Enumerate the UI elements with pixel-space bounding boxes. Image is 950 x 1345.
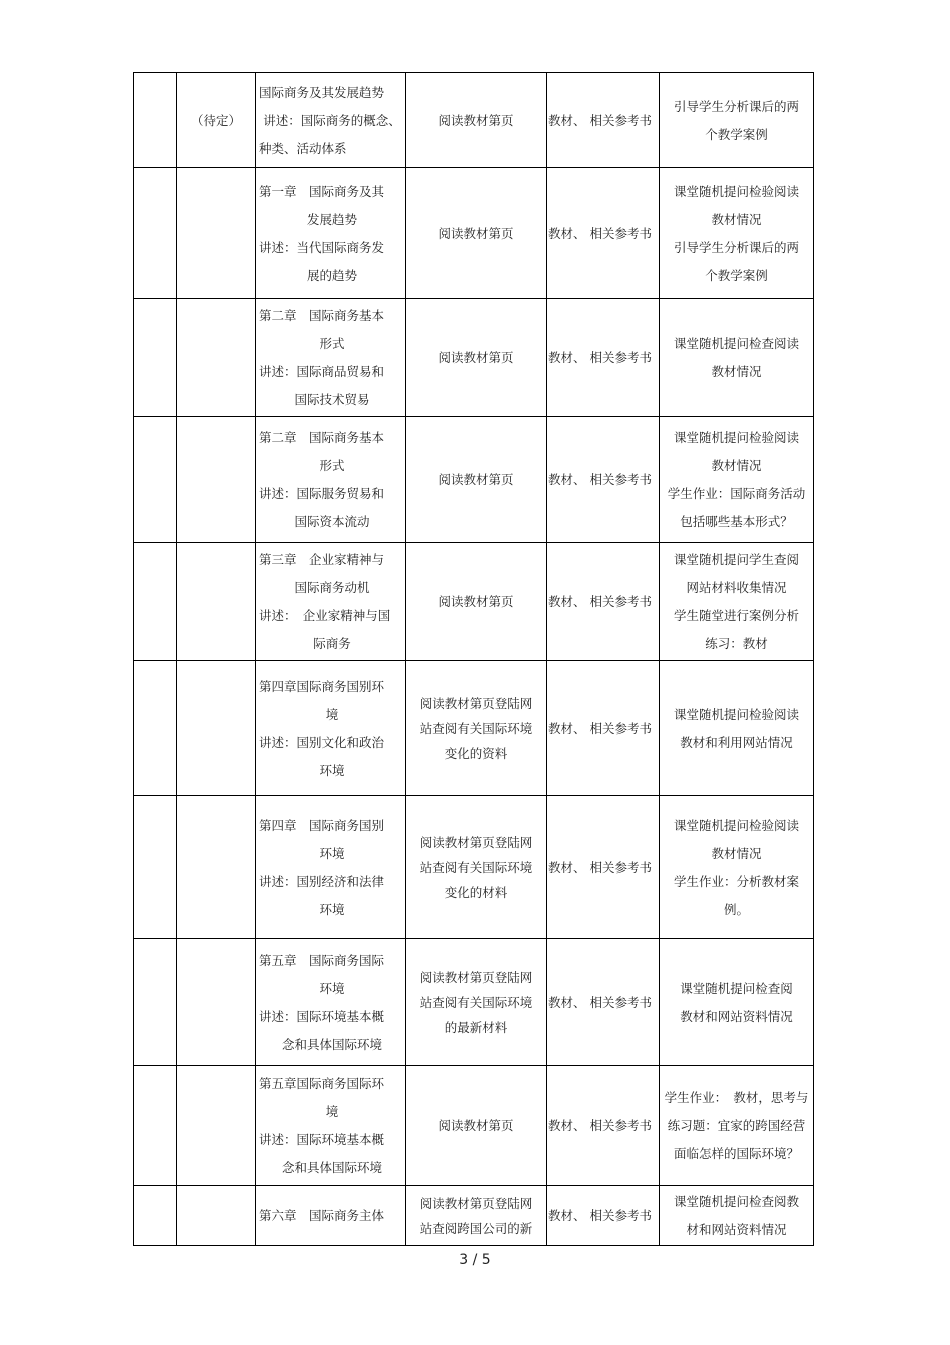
topic-line: 环境 bbox=[319, 901, 345, 917]
topic-line: 环境 bbox=[319, 845, 345, 861]
reading-line: 站查阅有关国际环境 bbox=[419, 720, 533, 736]
check-line: 教材和利用网站情况 bbox=[680, 734, 793, 750]
blank-cell bbox=[134, 299, 177, 417]
check-line: 课堂随机提问检验阅读 bbox=[673, 817, 799, 833]
topic-line: 境 bbox=[325, 706, 339, 722]
topic-line: 国际商务动机 bbox=[294, 580, 370, 595]
check-line: 课堂随机提问检验阅读 bbox=[673, 183, 799, 199]
check-cell bbox=[660, 168, 814, 299]
check-line: 课堂随机提问检验阅读 bbox=[673, 430, 799, 445]
reading-line: 阅读教材第页 bbox=[438, 350, 514, 365]
teaching-plan-table bbox=[133, 72, 814, 1246]
topic-line: 讲述：国际服务贸易和 bbox=[259, 486, 385, 501]
topic-line: 第四章 国际商务国别 bbox=[259, 817, 385, 833]
reading-cell bbox=[406, 661, 547, 796]
topic-cell bbox=[256, 796, 406, 939]
check-cell bbox=[660, 661, 814, 796]
topic-cell bbox=[256, 939, 406, 1066]
topic-line: 讲述：国别经济和法律 bbox=[259, 873, 385, 889]
topic-line: 国际商务及其发展趋势 bbox=[259, 84, 385, 100]
topic-line: 讲述：国际环境基本概 bbox=[259, 1132, 385, 1147]
topic-line: 形式 bbox=[319, 458, 345, 473]
topic-line: 第二章 国际商务基本 bbox=[259, 308, 385, 323]
topic-line: 讲述：国际商务的概念、 bbox=[263, 112, 401, 128]
week-cell bbox=[177, 543, 256, 661]
topic-line: 念和具体国际环境 bbox=[281, 1036, 382, 1052]
table-row bbox=[134, 168, 814, 299]
check-cell bbox=[660, 1186, 814, 1246]
topic-line: 讲述： 企业家精神与国 bbox=[259, 608, 391, 623]
check-line: 面临怎样的国际环境？ bbox=[673, 1146, 799, 1161]
reading-cell bbox=[406, 299, 547, 417]
blank-cell bbox=[134, 417, 177, 543]
reading-line: 变化的材料 bbox=[444, 884, 508, 900]
reading-cell bbox=[406, 168, 547, 299]
check-line: 课堂随机提问检验阅读 bbox=[673, 706, 799, 722]
topic-line: 讲述：国际商品贸易和 bbox=[259, 364, 385, 379]
week-cell bbox=[177, 661, 256, 796]
blank-cell bbox=[134, 939, 177, 1066]
check-cell bbox=[660, 1066, 814, 1186]
reading-line: 站查阅跨国公司的新 bbox=[419, 1220, 533, 1236]
topic-cell bbox=[256, 73, 406, 168]
topic-cell bbox=[256, 299, 406, 417]
week-cell bbox=[177, 417, 256, 543]
topic-cell bbox=[256, 1066, 406, 1186]
topic-cell bbox=[256, 661, 406, 796]
check-line: 教材情况 bbox=[711, 364, 762, 379]
check-line: 教材情况 bbox=[711, 211, 762, 227]
topic-line: 形式 bbox=[319, 336, 345, 351]
check-line: 练习：教材 bbox=[705, 636, 768, 651]
reading-line: 站查阅有关国际环境 bbox=[419, 859, 533, 875]
topic-line: 讲述：国际环境基本概 bbox=[259, 1008, 385, 1024]
check-line: 个教学案例 bbox=[705, 267, 768, 283]
topic-line: 讲述：国别文化和政治 bbox=[259, 734, 385, 750]
topic-line: 环境 bbox=[319, 980, 345, 996]
reference-cell: 教材、 相关参考书 bbox=[547, 168, 660, 299]
topic-line: 念和具体国际环境 bbox=[281, 1160, 382, 1175]
table-row bbox=[134, 1066, 814, 1186]
topic-line: 第二章 国际商务基本 bbox=[259, 430, 385, 445]
check-cell bbox=[660, 939, 814, 1066]
check-line: 教材和网站资料情况 bbox=[680, 1008, 793, 1024]
topic-line: 际商务 bbox=[313, 636, 351, 651]
reading-line: 阅读教材第页登陆网 bbox=[419, 969, 533, 985]
table-row bbox=[134, 73, 814, 168]
week-cell bbox=[177, 1186, 256, 1246]
reference-cell: 教材、 相关参考书 bbox=[547, 1066, 660, 1186]
table-row bbox=[134, 796, 814, 939]
reading-cell bbox=[406, 796, 547, 939]
blank-cell bbox=[134, 543, 177, 661]
check-line: 课堂随机提问检查阅读 bbox=[673, 336, 799, 351]
reading-line: 阅读教材第页 bbox=[438, 225, 514, 241]
check-cell bbox=[660, 299, 814, 417]
week-cell: （待定） bbox=[177, 73, 256, 168]
table-row bbox=[134, 417, 814, 543]
topic-line: 种类、活动体系 bbox=[259, 140, 347, 156]
reading-line: 阅读教材第页登陆网 bbox=[419, 834, 533, 850]
topic-line: 讲述：当代国际商务发 bbox=[259, 239, 385, 255]
reference-cell: 教材、 相关参考书 bbox=[547, 1186, 660, 1246]
blank-cell bbox=[134, 1066, 177, 1186]
reference-cell: 教材、 相关参考书 bbox=[547, 939, 660, 1066]
check-line: 学生作业： 教材，思考与 bbox=[664, 1090, 809, 1105]
check-line: 教材情况 bbox=[711, 458, 762, 473]
reference-cell: 教材、 相关参考书 bbox=[547, 299, 660, 417]
topic-line: 展的趋势 bbox=[306, 267, 357, 283]
topic-line: 第一章 国际商务及其 bbox=[259, 183, 385, 199]
topic-cell bbox=[256, 168, 406, 299]
blank-cell bbox=[134, 73, 177, 168]
check-line: 例。 bbox=[723, 901, 749, 917]
reference-cell: 教材、 相关参考书 bbox=[547, 796, 660, 939]
week-cell bbox=[177, 796, 256, 939]
topic-line: 第五章 国际商务国际 bbox=[259, 952, 385, 968]
topic-cell bbox=[256, 1186, 406, 1246]
reading-line: 阅读教材第页登陆网 bbox=[419, 1195, 533, 1211]
reading-cell bbox=[406, 417, 547, 543]
check-line: 练习题：宜家的跨国经营 bbox=[667, 1118, 806, 1133]
topic-line: 第六章 国际商务主体 bbox=[259, 1208, 385, 1223]
reading-line: 变化的资料 bbox=[444, 745, 508, 761]
check-cell bbox=[660, 796, 814, 939]
check-line: 课堂随机提问学生查阅 bbox=[673, 552, 799, 567]
check-line: 学生作业：国际商务活动 bbox=[667, 486, 806, 501]
reading-line: 阅读教材第页登陆网 bbox=[419, 695, 533, 711]
reading-line: 阅读教材第页 bbox=[438, 472, 514, 487]
check-line: 引导学生分析课后的两 bbox=[673, 98, 799, 114]
table-row bbox=[134, 1186, 814, 1246]
reading-line: 站查阅有关国际环境 bbox=[419, 994, 533, 1010]
reading-line: 的最新材料 bbox=[444, 1019, 508, 1035]
reading-cell bbox=[406, 1066, 547, 1186]
topic-line: 第三章 企业家精神与 bbox=[259, 552, 385, 567]
table-row bbox=[134, 543, 814, 661]
reference-cell: 教材、 相关参考书 bbox=[547, 543, 660, 661]
topic-line: 第五章国际商务国际环 bbox=[259, 1076, 385, 1091]
table-row bbox=[134, 661, 814, 796]
topic-line: 环境 bbox=[319, 762, 345, 778]
reading-cell bbox=[406, 939, 547, 1066]
blank-cell bbox=[134, 661, 177, 796]
blank-cell bbox=[134, 168, 177, 299]
topic-line: 国际技术贸易 bbox=[294, 392, 370, 407]
reading-cell bbox=[406, 543, 547, 661]
reading-line: 阅读教材第页 bbox=[438, 1118, 514, 1133]
reference-cell: 教材、 相关参考书 bbox=[547, 417, 660, 543]
reading-cell bbox=[406, 1186, 547, 1246]
blank-cell bbox=[134, 1186, 177, 1246]
week-cell bbox=[177, 168, 256, 299]
reading-line: 阅读教材第页 bbox=[438, 112, 514, 128]
reference-cell: 教材、 相关参考书 bbox=[547, 661, 660, 796]
week-cell bbox=[177, 939, 256, 1066]
reading-cell bbox=[406, 73, 547, 168]
check-cell bbox=[660, 73, 814, 168]
check-line: 包括哪些基本形式？ bbox=[680, 514, 793, 529]
check-line: 学生随堂进行案例分析 bbox=[673, 608, 799, 623]
table-row bbox=[134, 939, 814, 1066]
check-line: 网站材料收集情况 bbox=[686, 580, 787, 595]
topic-cell bbox=[256, 543, 406, 661]
page-number: 3 / 5 bbox=[459, 1252, 491, 1268]
check-line: 课堂随机提问检查阅 bbox=[680, 980, 793, 996]
check-line: 引导学生分析课后的两 bbox=[673, 239, 799, 255]
topic-line: 境 bbox=[325, 1104, 339, 1119]
check-line: 教材情况 bbox=[711, 845, 762, 861]
week-cell bbox=[177, 1066, 256, 1186]
week-cell bbox=[177, 299, 256, 417]
check-line: 材和网站资料情况 bbox=[686, 1222, 787, 1237]
check-cell bbox=[660, 417, 814, 543]
topic-line: 发展趋势 bbox=[306, 211, 357, 227]
reading-line: 阅读教材第页 bbox=[438, 594, 514, 609]
topic-line: 第四章国际商务国别环 bbox=[259, 678, 385, 694]
check-line: 学生作业：分析教材案 bbox=[673, 873, 799, 889]
blank-cell bbox=[134, 796, 177, 939]
check-line: 个教学案例 bbox=[705, 126, 768, 142]
reference-cell: 教材、 相关参考书 bbox=[547, 73, 660, 168]
topic-line: 国际资本流动 bbox=[294, 514, 370, 529]
topic-cell bbox=[256, 417, 406, 543]
check-cell bbox=[660, 543, 814, 661]
check-line: 课堂随机提问检查阅教 bbox=[673, 1194, 799, 1209]
table-row bbox=[134, 299, 814, 417]
